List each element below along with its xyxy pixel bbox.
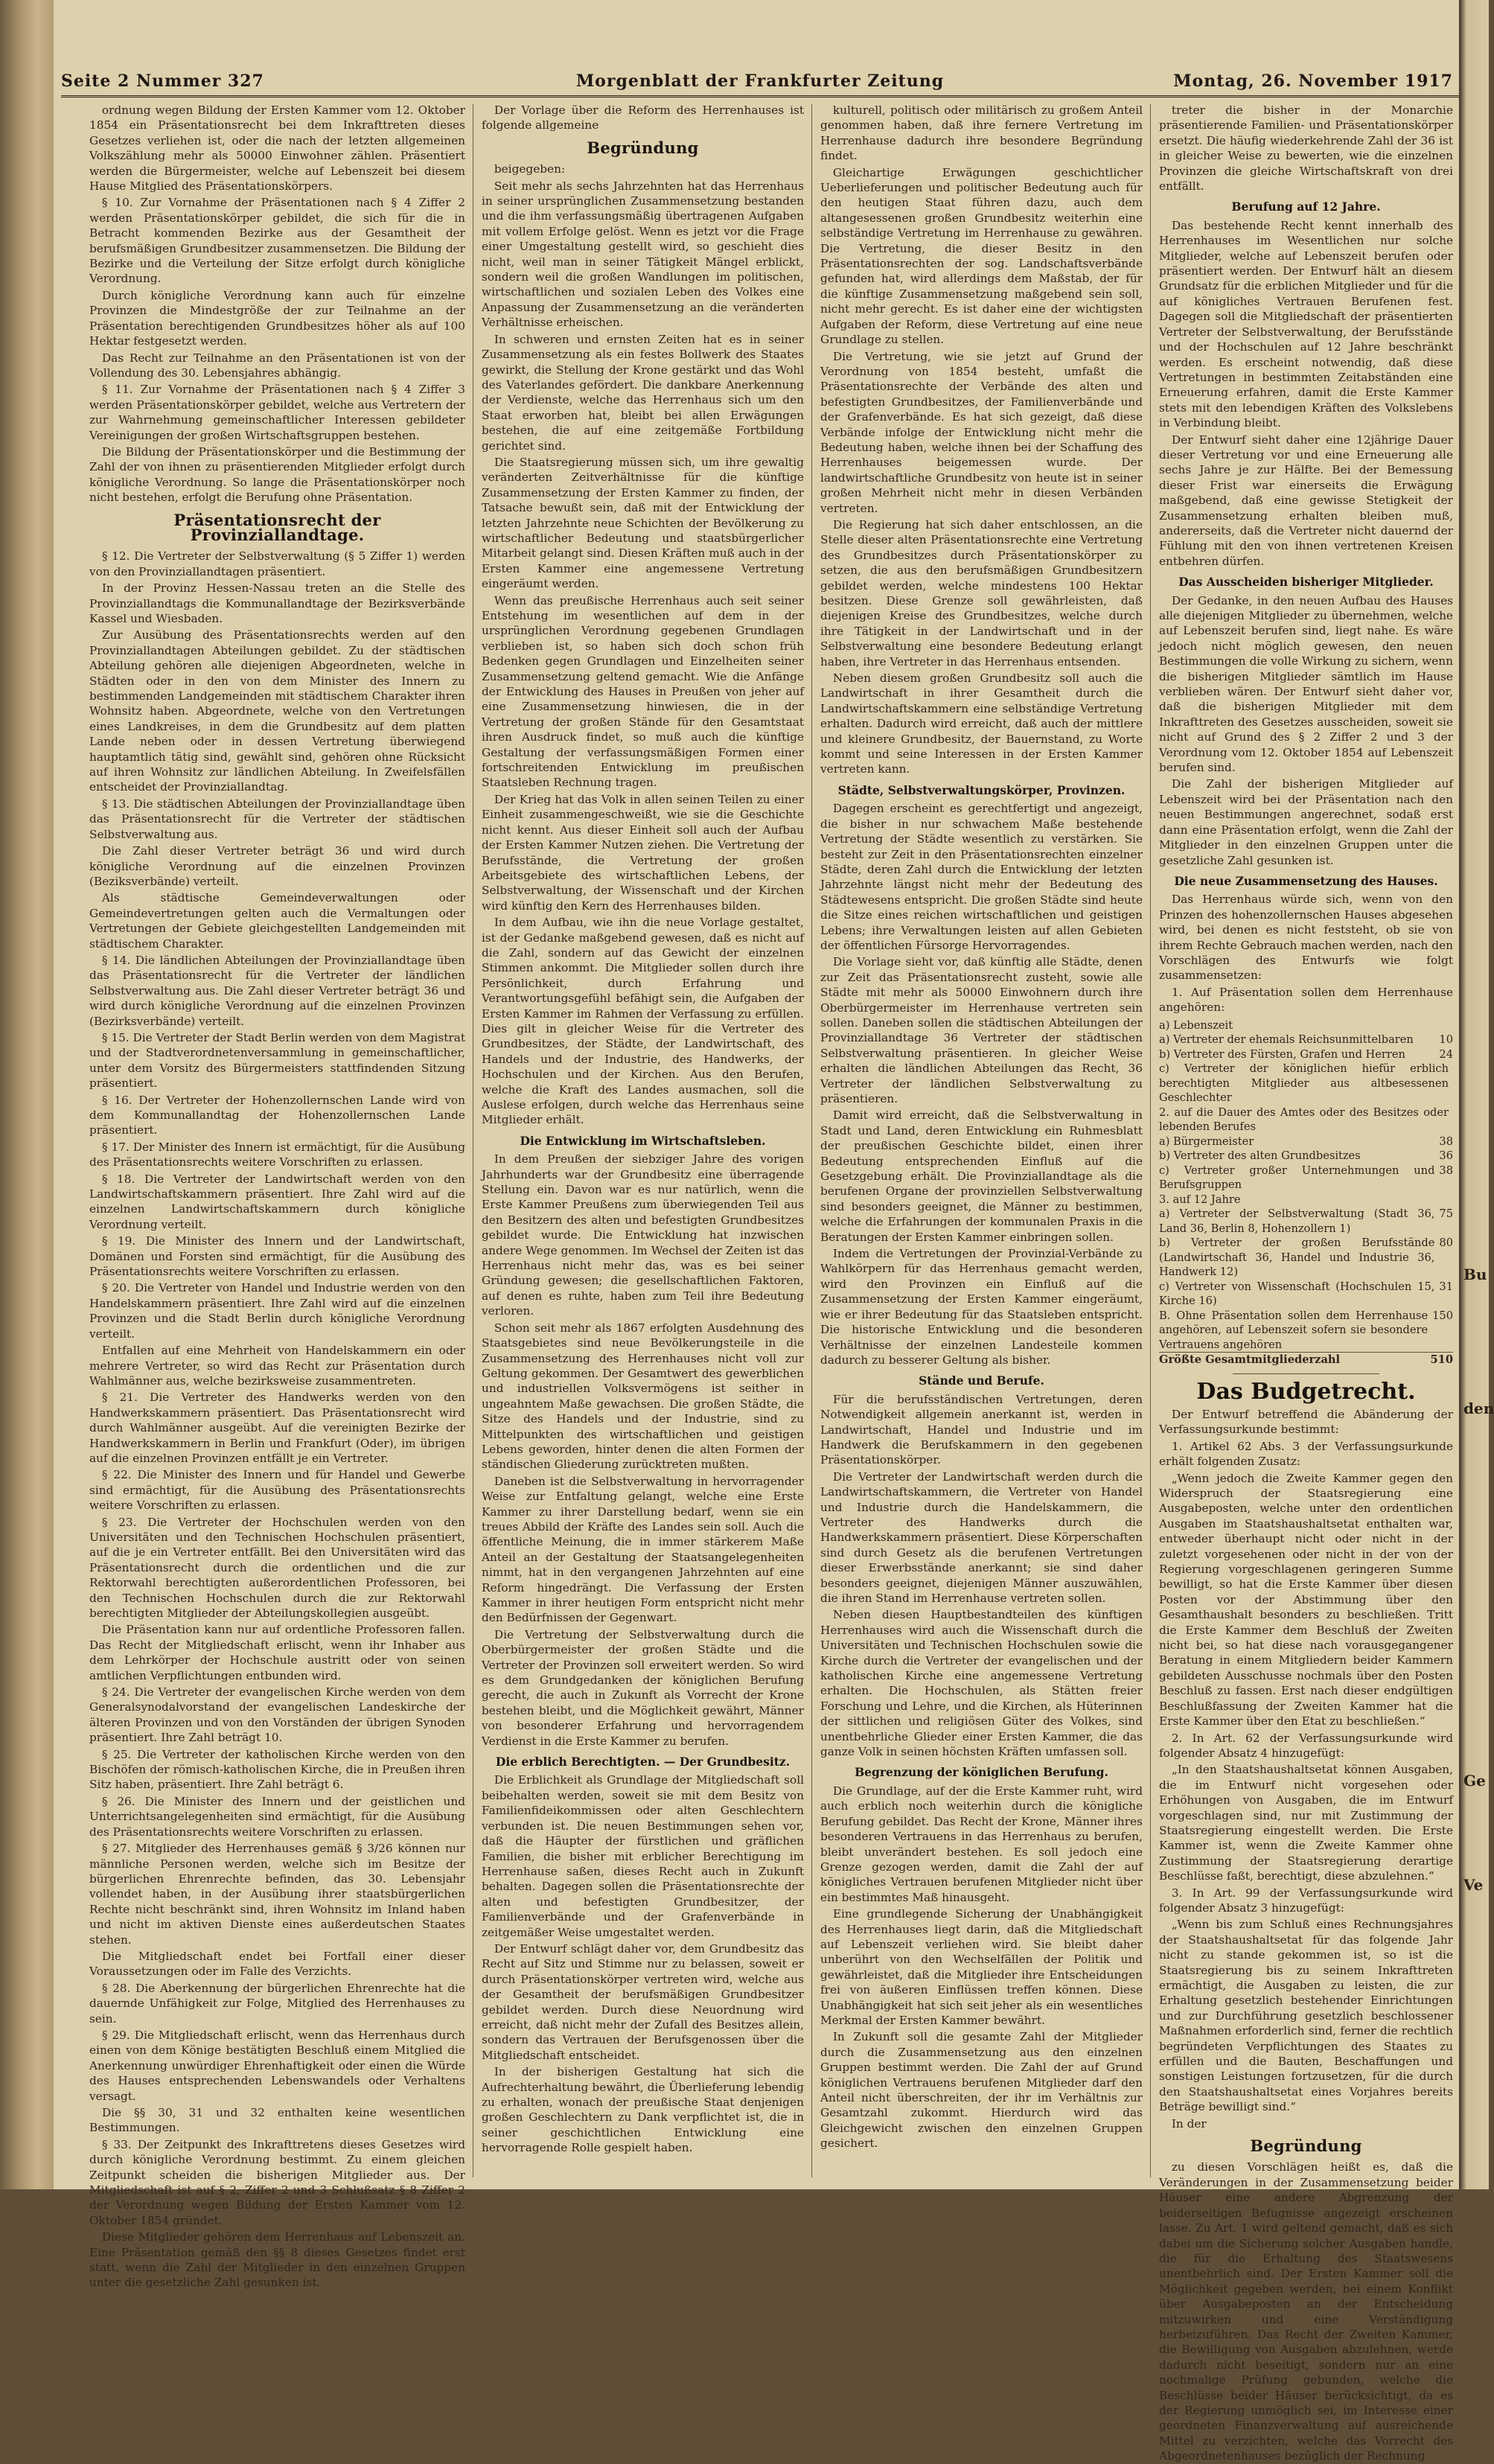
newspaper-title: Morgenblatt der Frankfurter Zeitung (575, 71, 945, 91)
paragraph: Die §§ 30, 31 und 32 enthalten keine wesentlichen Bestimmungen. (89, 2106, 465, 2135)
paragraph: In der (1171, 2116, 1207, 2131)
column-3 (820, 103, 1143, 2180)
table-row: a) Lebenszeit (1159, 1018, 1233, 1032)
subheading: Städte, Selbstverwaltungskörper, Provinzen. (837, 782, 1126, 797)
book-binding (0, 0, 54, 2189)
paragraph: § 33. Der Zeitpunkt des Inkrafttretens dieses Gesetzes wird durch königliche Verordnung bestimmt. Zu einem gleichen Zeitpunkt scheiden die bisherigen Mitglieder aus. Der Mitgliedschaft ist auf § 2, Ziffer 2 und 3 Schlußsatz § 8 Ziffer 2 der Verordnung wegen Bildung der Ersten Kammer vom 12. Oktober 1854 gründet. (89, 2137, 465, 2227)
paragraph: Die Vorlage sieht vor, daß künftig alle Städte, denen zur Zeit das Präsentationsrecht zusteht, sowie alle Städte mit mehr als 50000 Einwohnern durch ihre Oberbürgermeister im Herrenhause vertreten sein sollen. Daneben sollen die städtischen Abteilungen der Provinziallandtage 36 Vertreter der städtischen Selbstverwaltung präsentieren. In gleicher Weise erhalten die ländlichen Abteilungen das Recht, 36 Vertreter der ländlichen Selbstverwaltung zu präsentieren. (820, 955, 1143, 1105)
paragraph: Neben diesen Hauptbestandteilen des künftigen Herrenhauses wird auch die Wissenschaft durch die Universitäten und Technischen Hochschulen sowie die Kirche durch die Vertreter der evangelischen und der katholischen Kirche eine angemessene Vertretung erhalten. Die Hochschulen, als Stätten freier Forschung und Lehre, und die Kirchen, als Hüterinnen der sittlichen und religiösen Güter des Volkes, sind unentbehrliche Glieder einer Ersten Kammer, die das ganze Volk in seinen höchsten Kräften umfassen soll. (820, 1608, 1143, 1759)
paragraph: 2. In Art. 62 der Verfassungsurkunde wird folgender Absatz 4 hinzugefügt: (1159, 1731, 1453, 1760)
subheading: Stände und Berufe. (919, 1373, 1044, 1388)
paragraph: Damit wird erreicht, daß die Selbstverwaltung in Stadt und Land, deren Entwicklung ein Ruhmesblatt der preußischen Geschichte bildet, einen ihrer Bedeutung entsprechenden Einfluß auf die Gesetzgebung erhält. Die Provinziallandtage als die berufenen Organe der provinziellen Selbstverwaltung sind besonders geeignet, die Männer zu bestimmen, welche die Erfahrungen der kommunalen Praxis in die Beratungen der Ersten Kammer einbringen sollen. (820, 1108, 1143, 1244)
table-row: a) Vertreter der Selbstverwaltung (Stadt 36, Land 36, Berlin 8, Hohenzollern 1) 75 (1159, 1207, 1453, 1235)
paragraph: „Wenn bis zum Schluß eines Rechnungsjahres der Staatshaushaltsetat für das folgende Jahr nicht zu stande gekommen ist, so ist die Staatsregierung bis zu seinem Inkrafttreten ermächtigt, die Ausgaben zu leisten, die zur Erhaltung gesetzlich bestehender Einrichtungen und zur Durchführung gesetzlich beschlossener Maßnahmen erforderlich sind, ferner die rechtlich begründeten Verpflichtungen des Staates zu erfüllen und die Bauten, Beschaffungen und sonstigen Leistungen fortzusetzen, für die durch den Staatshaushaltsetat eines Vorjahres bereits Beträge bewilligt sind.“ (1159, 1918, 1453, 2114)
paragraph: § 20. Die Vertreter von Handel und Industrie werden von den Handelskammern präsentiert. Ihre Zahl wird auf die einzelnen Provinzen und die Stadt Berlin durch königliche Verordnung verteilt. (89, 1281, 465, 1341)
table-row: c) Vertreter von Wissenschaft (Hochschulen 15, Kirche 16) 31 (1159, 1280, 1453, 1308)
table-row: a) Bürgermeister 38 (1159, 1134, 1453, 1148)
paragraph: Der Entwurf schlägt daher vor, dem Grundbesitz das Recht auf Sitz und Stimme nur zu belassen, soweit er durch Präsentationskörper vertreten wird, welche aus der Gesamtheit der berufsmäßigen Grundbesitzer gebildet werden. Durch diese Neuordnung wird erreicht, daß nicht mehr der Zufall des Besitzes allein, sondern das Vertrauen der Berufsgenossen über die Mitgliedschaft entscheidet. (482, 1941, 804, 2062)
paragraph: § 24. Die Vertreter der evangelischen Kirche werden von dem Generalsynodalvorstand der evangelischen Landeskirche der älteren Provinzen und von den Vorständen der übrigen Synoden präsentiert. Ihre Zahl beträgt 10. (89, 1685, 465, 1745)
paragraph: Die Vertretung, wie sie jetzt auf Grund der Verordnung von 1854 besteht, umfaßt die Präsentationsrechte der Verbände des alten und befestigten Grundbesitzes, der Familienverbände und der Grafenverbände. Es hat sich gezeigt, daß diese Verbände infolge der Entwicklung nicht mehr die Bedeutung haben, welche ihnen bei der Schaffung des Herrenhauses beigemessen wurde. Der landwirtschaftliche Grundbesitz von heute ist in seiner großen Mehrheit nicht mehr in diesen Verbänden vertreten. (820, 349, 1143, 515)
paragraph: § 16. Der Vertreter der Hohenzollernschen Lande wird von dem Kommunallandtag der Hohenzollernschen Lande präsentiert. (89, 1093, 465, 1137)
article-heading: Begründung (587, 138, 699, 157)
column-1 (89, 103, 466, 2290)
paragraph: In der bisherigen Gestaltung hat sich die Aufrechterhaltung bewährt, die Überlieferung lebendig zu erhalten, wonach der preußische Staat denjenigen großen Geschlechtern zu Dank verpflichtet ist, die in seiner geschichtlichen Entwicklung eine hervorragende Rolle gespielt haben. (482, 2065, 804, 2155)
edge-fragment: den (1463, 1399, 1494, 1417)
paragraph: Die Regierung hat sich daher entschlossen, an die Stelle dieser alten Präsentationsrechte eine Vertretung des Grundbesitzes durch Präsentationskörper zu setzen, die aus den berufsmäßigen Grundbesitzern gebildet werden, welche mindestens 100 Hektar besitzen. Diese Grenze soll gewährleisten, daß diejenigen Kreise des Grundbesitzes, welche durch ihre Tätigkeit in der Landwirtschaft und in der Selbstverwaltung eine besondere Bedeutung erlangt haben, ihre Vertreter in das Herrenhaus entsenden. (820, 517, 1143, 668)
paragraph: Neben diesem großen Grundbesitz soll auch die Landwirtschaft in ihrer Gesamtheit durch die Landwirtschaftskammern eine selbständige Vertretung erhalten. Dadurch wird erreicht, daß auch der mittlere und kleinere Grundbesitz, der Bauernstand, zu Worte kommt und seine Interessen in der Ersten Kammer vertreten kann. (820, 671, 1143, 776)
paragraph: Gleichartige Erwägungen geschichtlicher Ueberlieferungen und politischer Bedeutung auch für den heutigen Staat führen dazu, auch dem altangesessenen großen Grundbesitz weiterhin eine selbständige Vertretung im Herrenhause zu gewähren. Die Vertretung, die dieser Besitz in den Präsentationsrechten der sog. Landschaftsverbände gefunden hat, wird allerdings dem Maßstab, der für die künftige Zusammensetzung maßgebend sein soll, nicht mehr gerecht. Es ist daher eine der wichtigsten Aufgaben der Reform, diese Vertretung auf eine neue Grundlage zu stellen. (820, 165, 1143, 347)
paragraph: Zur Ausübung des Präsentationsrechts werden auf den Provinziallandtagen Abteilungen gebildet. Zu der städtischen Abteilung gehören alle diejenigen Abgeordneten, welche in Städten oder in den von dem Minister des Innern zu bestimmenden Landgemeinden mit städtischem Charakter ihren Wohnsitz haben. Abgeordnete, welche von den Vertretungen eines Landkreises, in dem die Grundbesitz auf dem platten Lande neben oder in dessen Vertretung überwiegend hauptamtlich tätig sind, gewählt sind, gehören ohne Rücksicht auf ihren Wohnsitz zur ländlichen Abteilung. In Zweifelsfällen entscheidet der Provinziallandtag. (89, 628, 465, 794)
paragraph: § 21. Die Vertreter des Handwerks werden von den Handwerkskammern präsentiert. Das Präsentationsrecht wird durch Wahlmänner ausgeübt. Auf die vereinigten Bezirke der Handwerkskammern in Berlin und Frankfurt (Oder), im übrigen auf die einzelnen Provinzen entfällt je ein Vertreter. (89, 1391, 465, 1465)
paragraph: treter die bisher in der Monarchie präsentierende Familien- und Präsentationskörper ersetzt. Die häufig wiederkehrende Zahl der 36 ist in gleicher Weise zu bewerten, wie die einzelnen Provinzen die gleiche Wirtschaftskraft von drei entfällt. (1159, 103, 1453, 194)
paragraph: § 22. Die Minister des Innern und für Handel und Gewerbe sind ermächtigt, für die Ausübung des Präsentationsrechts weitere Vorschriften zu erlassen. (89, 1468, 465, 1513)
edge-fragment: Ve (1463, 1876, 1484, 1894)
paragraph: § 23. Die Vertreter der Hochschulen werden von den Universitäten und den Technischen Hochschulen präsentiert, auf die je ein Vertreter entfällt. Bei den Universitäten wird das Präsentationsrecht durch die ordentlichen und die zur Rektorwahl berechtigten außerordentlichen Professoren, bei den Technischen Hochschulen durch die zur Rektorwahl berechtigten Mitglieder der Abteilungskollegien ausgeübt. (89, 1515, 465, 1620)
subheading: Begrenzung der königlichen Berufung. (855, 1765, 1108, 1780)
paragraph: Daneben ist die Selbstverwaltung in hervorragender Weise zur Entfaltung gelangt, welche eine Erste Kammer zu ihrer Darstellung bedarf, wenn sie ein treues Abbild der Kräfte des Landes sein soll. Auch die öffentliche Meinung, die in immer stärkerem Maße Anteil an der Gestaltung der Staatsangelegenheiten nimmt, hat in den vergangenen Jahrzehnten auf eine Reform hingedrängt. Die Verfassung der Ersten Kammer in ihrer heutigen Form entspricht nicht mehr den Bedürfnissen der Gegenwart. (482, 1474, 804, 1625)
subheading: Die Entwicklung im Wirtschaftsleben. (520, 1133, 766, 1148)
paragraph: § 25. Die Vertreter der katholischen Kirche werden von den Bischöfen der römisch-katholischen Kirche, die in Preußen ihren Sitz haben, präsentiert. Ihre Zahl beträgt 6. (89, 1747, 465, 1792)
paragraph: § 18. Die Vertreter der Landwirtschaft werden von den Landwirtschaftskammern präsentiert. Ihre Zahl wird auf die einzelnen Landwirtschaftskammern durch königliche Verordnung verteilt. (89, 1172, 465, 1231)
subheading: Berufung auf 12 Jahre. (1231, 200, 1381, 214)
facing-page-edge (1459, 0, 1494, 2189)
paragraph: In Zukunft soll die gesamte Zahl der Mitglieder durch die Zusammensetzung aus den einzelnen Gruppen bestimmt werden. Die Zahl der auf Grund königlichen Vertrauens berufenen Mitglieder darf den Anteil nicht überschreiten, der ihr im Verhältnis zur Gesamtzahl zukommt. Hierdurch wird das Gleichgewicht zwischen den einzelnen Gruppen gesichert. (820, 2030, 1143, 2151)
paragraph: § 17. Der Minister des Innern ist ermächtigt, für die Ausübung des Präsentationsrechts weitere Vorschriften zu erlassen. (89, 1140, 465, 1169)
table-row: c) Vertreter großer Unternehmungen und Berufsgruppen 38 (1159, 1164, 1453, 1192)
paragraph: ordnung wegen Bildung der Ersten Kammer vom 12. Oktober 1854 ein Präsentationsrecht bei dem Inkrafttreten dieses Gesetzes verliehen ist, oder die nach der letzten allgemeinen Volkszählung mehr als 50000 Einwohner zählen. Präsentiert werden die Bürgermeister, welche auf Lebenszeit bei diesem Hause Mitglied des Präsentationskörpers. (89, 103, 465, 194)
paragraph: Der Krieg hat das Volk in allen seinen Teilen zu einer Einheit zusammengeschweißt, wie sie die Geschichte nicht kennt. Aus dieser Einheit soll auch der Aufbau der Ersten Kammer Nutzen ziehen. Die Vertretung der Berufsstände, die Vertretung der großen Arbeitsgebiete des wirtschaftlichen Lebens, der Selbstverwaltung, der Wissenschaft und der Kirchen wird künftig den Kern des Herrenhauses bilden. (482, 792, 804, 913)
paragraph: Die Mitgliedschaft endet bei Fortfall einer dieser Voraussetzungen oder im Falle des Verzichts. (89, 1949, 465, 1979)
paragraph: Wenn das preußische Herrenhaus auch seit seiner Entstehung im wesentlichen auf dem in der ursprünglichen Verordnung gegebenen Grundlagen verblieben ist, so haben sich doch schon früh Bedenken gegen Grundlagen und Einzelheiten seiner Zusammensetzung geltend gemacht. Wie die Anfänge der Entwicklung des Hauses in Preußen von jeher auf eine Zusammensetzung hinwiesen, die in der Vertretung der großen Stände für den Gesamtstaat ihren Ausdruck findet, so muß auch die künftige Gestaltung der verfassungsmäßigen Formen einer fortschreitenden Entwicklung im preußischen Staatsleben Rechnung tragen. (482, 593, 804, 790)
paragraph: § 12. Die Vertreter der Selbstverwaltung (§ 5 Ziffer 1) werden von den Provinziallandtagen präsentiert. (89, 549, 465, 578)
paragraph: Das Recht zur Teilnahme an den Präsentationen ist von der Vollendung des 30. Lebensjahres abhängig. (89, 351, 465, 380)
paragraph: Die Bildung der Präsentationskörper und die Bestimmung der Zahl der von ihnen zu präsentierenden Mitglieder erfolgt durch königliche Verordnung. So lange die Präsentationskörper noch nicht bestehen, erfolgt die Berufung ohne Präsentation. (89, 444, 465, 505)
newspaper-page (54, 0, 1459, 2463)
paragraph: Die Erblichkeit als Grundlage der Mitgliedschaft soll beibehalten werden, soweit sie mit dem Besitz von Familienfideikommissen oder alten Geschlechtern verbunden ist. Die neuen Bestimmungen sehen vor, daß die Häupter der fürstlichen und gräflichen Familien, die bisher mit erblicher Berechtigung im Herrenhause saßen, dieses Recht auch in Zukunft behalten. Dagegen sollen die Präsentationsrechte der alten und befestigten Grundbesitzer, der Familienverbände und der Grafenverbände in zeitgemäßer Weise umgestaltet werden. (482, 1773, 804, 1939)
paragraph: § 14. Die ländlichen Abteilungen der Provinziallandtage üben das Präsentationsrecht für die Vertreter der ländlichen Selbstverwaltung aus. Die Zahl dieser Vertreter beträgt 36 und wird durch königliche Verordnung auf die einzelnen Provinzen (Bezirksverbände) verteilt. (89, 953, 465, 1028)
table-row: a) Vertreter der ehemals Reichsunmittelbaren 10 (1159, 1033, 1453, 1047)
paragraph: Seit mehr als sechs Jahrzehnten hat das Herrenhaus in seiner ursprünglichen Zusammensetzung bestanden und die ihm verfassungsmäßig übertragenen Aufgaben mit vollem Erfolge gelöst. Wenn es jetzt vor die Frage einer Umgestaltung gestellt wird, so geschieht dies nicht, weil man in seiner Tätigkeit Mängel erblickt, sondern weil die großen Wandlungen im politischen, wirtschaftlichen und sozialen Leben des Volkes eine Anpassung der Zusammensetzung an die veränderten Verhältnisse erheischen. (482, 179, 804, 330)
column-divider (811, 104, 812, 2177)
paragraph: Der Entwurf sieht daher eine 12jährige Dauer dieser Vertretung vor und eine Erneuerung alle sechs Jahre je zur Hälfte. Bei der Bemessung dieser Frist war einerseits die Erwägung maßgebend, daß eine gewisse Stetigkeit der Zusammensetzung erhalten bleiben muß, andererseits, daß die Vertreter nicht dauernd der Fühlung mit den von ihnen vertretenen Kreisen entbehren dürfen. (1159, 433, 1453, 568)
table-row: 2. auf die Dauer des Amtes oder des Besitzes oder lebenden Berufes (1159, 1105, 1449, 1134)
paragraph: § 13. Die städtischen Abteilungen der Provinziallandtage üben das Präsentationsrecht für die Vertreter der städtischen Selbstverwaltung aus. (89, 797, 465, 841)
paragraph: kulturell, politisch oder militärisch zu großem Anteil genommen haben, daß ihre fernere Vertretung im Herrenhause dadurch ihre besondere Begründung findet. (820, 103, 1143, 163)
table-row: b) Vertreter der großen Berufsstände (Landwirtschaft 36, Handel und Industrie 36, Handwerk 12) 80 (1159, 1236, 1453, 1279)
paragraph: Durch königliche Verordnung kann auch für einzelne Provinzen die Mindestgröße der zur Teilnahme an der Präsentation berechtigenden Grundbesitzes höher als auf 100 Hektar festgesetzt werden. (89, 288, 465, 348)
paragraph: Die Staatsregierung müssen sich, um ihre gewaltig veränderten Zeitverhältnisse für die künftige Zusammensetzung der Ersten Kammer zu finden, der Tatsache bewußt sein, daß mit der Entwicklung der letzten Jahrzehnte neue Schichten der Bevölkerung zu wirtschaftlicher Bedeutung und staatsbürgerlicher Mitarbeit gelangt sind. Diesen Kräften muß auch in der Ersten Kammer eine angemessene Vertretung eingeräumt werden. (482, 455, 804, 591)
paragraph: Der Entwurf betreffend die Abänderung der Verfassungsurkunde bestimmt: (1159, 1407, 1453, 1437)
paragraph: Das Herrenhaus würde sich, wenn von den Prinzen des hohenzollernschen Hauses abgesehen wird, bei denen es nicht feststeht, ob sie von ihrem Rechte Gebrauch machen werden, nach den Vorschlägen des Entwurfs wie folgt zusammensetzen: (1159, 893, 1453, 983)
paragraph: 3. In Art. 99 der Verfassungsurkunde wird folgender Absatz 3 hinzugefügt: (1159, 1886, 1453, 1915)
paragraph: Das bestehende Recht kennt innerhalb des Herrenhauses im Wesentlichen nur solche Mitglieder, welche auf Lebenszeit berufen oder präsentiert werden. Der Entwurf hält an diesem Grundsatz für die erblichen Mitglieder und für die auf königliches Vertrauen Berufenen fest. Dagegen soll die Mitgliedschaft der präsentierten Vertreter der Selbstverwaltung, der Berufsstände und der Hochschulen auf 12 Jahre beschränkt werden. Es erscheint notwendig, daß diese Vertretungen in bestimmten Zeitabständen eine Erneuerung erfahren, damit die Erste Kammer stets mit den lebendigen Kräften des Volkslebens in Verbindung bleibt. (1159, 218, 1453, 430)
paragraph: beigegeben: (494, 162, 566, 176)
paragraph: In schweren und ernsten Zeiten hat es in seiner Zusammensetzung als ein festes Bollwerk des Staates gewirkt, die Stellung der Krone gestärkt und das Wohl des Vaterlandes gefördert. Die dankbare Anerkennung der Verdienste, welche das Herrenhaus sich um den Staat erworben hat, bleibt bei allen Erwägungen bestehen, die auf eine zeitgemäße Fortbildung gerichtet sind. (482, 332, 804, 453)
paragraph: Als städtische Gemeindeverwaltungen oder Gemeindevertretungen gelten auch die Vermaltungen oder Vertretungen der Gebiete gleichgestellten Landgemeinden mit städtischem Charakter. (89, 891, 465, 951)
masthead-rule (61, 95, 1459, 98)
paragraph: Diese Mitglieder gehören dem Herrenhaus auf Lebenszeit an. Eine Präsentation gemäß den §§ 8 dieses Gesetzes findet erst statt, wenn die Zahl der Mitglieder in den einzelnen Gruppen unter die gesetzliche Zahl gesunken ist. (89, 2230, 465, 2290)
table-row: b) Vertreter des Fürsten, Grafen und Herren 24 (1159, 1047, 1453, 1061)
table-total-row: Größte Gesamtmitgliederzahl 510 (1159, 1353, 1453, 1367)
paragraph: In der Provinz Hessen-Nassau treten an die Stelle des Provinziallandtags die Kommunallandtage der Bezirksverbände Kassel und Wiesbaden. (89, 581, 465, 625)
membership-table (1159, 1018, 1453, 1367)
paragraph: Der Vorlage über die Reform des Herrenhauses ist folgende allgemeine (482, 103, 804, 133)
table-caption: 1. Auf Präsentation sollen dem Herrenhause angehören: (1159, 985, 1453, 1015)
subheading: Das Ausscheiden bisheriger Mitglieder. (1178, 575, 1434, 590)
paragraph: Der Gedanke, in den neuen Aufbau des Hauses alle diejenigen Mitglieder zu übernehmen, welche auf Lebenszeit berufen sind, liegt nahe. Es wäre jedoch nicht möglich gewesen, den neuen Bestimmungen die volle Wirkung zu sichern, wenn die bisherigen Mitglieder sämtlich im Hause verblieben wären. Der Entwurf sieht daher vor, daß die bisherigen Mitglieder mit dem Inkrafttreten des Gesetzes ausscheiden, soweit sie nicht auf Grund des § 2 Ziffer 2 und 3 der Verordnung vom 12. Oktober 1854 auf Lebenszeit berufen sind. (1159, 593, 1453, 775)
paragraph: Indem die Vertretungen der Provinzial-Verbände zu Wahlkörpern für das Herrenhaus gemacht werden, wird den Provinzen ein Einfluß auf die Zusammensetzung der Ersten Kammer eingeräumt, wie er ihrer Bedeutung für das Staatsleben entspricht. Die historische Entwicklung und die besonderen Verhältnisse der einzelnen Landesteile kommen dadurch zu besserer Geltung als bisher. (820, 1247, 1143, 1367)
column-divider (1150, 104, 1151, 2177)
paragraph: Die Vertreter der Landwirtschaft werden durch die Landwirtschaftskammern, die Vertreter von Handel und Industrie durch die Handelskammern, die Vertreter des Handwerks durch die Handwerkskammern präsentiert. Diese Körperschaften sind durch Gesetz als die berufenen Vertretungen dieser Erwerbsstände anerkannt; sie sind daher besonders geeignet, diejenigen Männer auszuwählen, die ihren Stand im Herrenhause vertreten sollen. (820, 1469, 1143, 1605)
paragraph: § 28. Die Aberkennung der bürgerlichen Ehrenrechte hat die dauernde Unfähigkeit zur Folge, Mitglied des Herrenhauses zu sein. (89, 1981, 465, 2026)
paragraph: Die Zahl der bisherigen Mitglieder auf Lebenszeit wird bei der Präsentation nach den neuen Bestimmungen angerechnet, sodaß erst dann eine Präsentation erfolgt, wenn die Zahl der Mitglieder in den einzelnen Gruppen unter die gesetzliche Zahl gesunken ist. (1159, 777, 1453, 867)
paragraph: Die Zahl dieser Vertreter beträgt 36 und wird durch königliche Verordnung auf die einzelnen Provinzen (Beziksverbände) verteilt. (89, 844, 465, 888)
paragraph: § 10. Zur Vornahme der Präsentationen nach § 4 Ziffer 2 werden Präsentationskörper gebildet, die sich für die in Betracht kommenden Bezirke aus der Gesamtheit der berufsmäßigen Grundbesitzer zusammensetzen. Die Bildung der Bezirke und die Verteilung der Sitze erfolgt durch königliche Verordnung. (89, 196, 465, 286)
paragraph: Entfallen auf eine Mehrheit von Handelskammern ein oder mehrere Vertreter, so wird das Recht zur Präsentation durch Wahlmänner aus, welche bezirksweise zusammentreten. (89, 1344, 465, 1388)
section-heading: Präsentationsrecht der Provinziallandtage. (173, 510, 381, 544)
paragraph: Dagegen erscheint es gerechtfertigt und angezeigt, die bisher in nur schwachem Maße bestehende Vertretung der Städte wesentlich zu verstärken. Sie besteht zur Zeit in den Präsentationsrechten einzelner Städte, deren Zahl durch die Entwicklung der letzten Jahrzehnte längst nicht mehr der Bedeutung des Städtewesens entspricht. Die großen Städte sind heute die Sitze eines reichen wirtschaftlichen und geistigen Lebens; ihre Verwaltungen leisten auf allen Gebieten der öffentlichen Fürsorge Hervorragendes. (820, 802, 1143, 952)
paragraph: „Wenn jedoch die Zweite Kammer gegen den Widerspruch der Staatsregierung eine Ausgabeposten, welche unter den ordentlichen Ausgaben im Staatshaushaltsetat enthalten war, entweder überhaupt nicht oder nicht in der zuletzt vorgesehenen oder nicht in der von der Regierung vorgeschlagenen geringeren Summe bewilligt, so hat die Erste Kammer über diesen Posten vor der Abstimmung über den Gesamthaushalt besonders zu beschließen. Tritt die Erste Kammer dem Beschluß der Zweiten nicht bei, so hat diese nach vorausgegangener Beratung in einem Mitgliedern beider Kammern gebildeten Ausschusse nochmals über den Posten Beschluß zu fassen. Erst nach dieser endgültigen Beschlußfassung der Zweiten Kammer hat die Erste Kammer über den Etat zu beschließen.“ (1159, 1471, 1453, 1729)
budget-heading: Das Budgetrecht. (1196, 1378, 1416, 1405)
paragraph: § 15. Die Vertreter der Stadt Berlin werden von dem Magistrat und der Stadtverordnetenversammlung in gemeinschaftlicher, unter dem Vorsitz des Bürgermeisters stattfindenden Sitzung präsentiert. (89, 1030, 466, 1091)
masthead (61, 71, 1459, 94)
paragraph: Die Präsentation kann nur auf ordentliche Professoren fallen. Das Recht der Mitgliedschaft erlischt, wenn ihr Inhaber aus dem Lehrkörper der Hochschule austritt oder von seinen amtlichen Verpflichtungen entbunden wird. (89, 1623, 465, 1682)
subheading: Die erblich Berechtigten. — Der Grundbesitz. (495, 1755, 791, 1769)
paragraph: § 11. Zur Vornahme der Präsentationen nach § 4 Ziffer 3 werden Präsentationskörper gebildet, welche aus Vertretern der zur Wahrnehmung gemeinschaftlicher Interessen gebildeter Vereinigungen der großen Wirtschaftsgruppen bestehen. (89, 383, 465, 442)
paragraph: In dem Aufbau, wie ihn die neue Vorlage gestaltet, ist der Gedanke maßgebend gewesen, daß es nicht auf die Zahl, sondern auf das Gewicht der einzelnen Stimmen ankommt. Die Mitglieder sollen durch ihre Persönlichkeit, durch Erfahrung und Verantwortungsgefühl befähigt sein, die Aufgaben der Ersten Kammer im Rahmen der Verfassung zu erfüllen. Dies gilt in gleicher Weise für die Vertreter des Grundbesitzes, der Städte, der Landwirtschaft, des Handels und der Industrie, des Handwerks, der Hochschulen und der Kirchen. Aus den Berufen, welche die Kraft des Landes ausmachen, soll die Auslese erfolgen, durch welche das Herrenhaus seine Mitglieder erhält. (482, 916, 804, 1127)
column-2 (482, 103, 804, 2180)
paragraph: In dem Preußen der siebziger Jahre des vorigen Jahrhunderts war der Grundbesitz eine überragende Stellung ein. Davon war es nur natürlich, wenn die Erste Kammer Preußens zum überwiegenden Teil aus den Besitzern des alten und befestigten Grundbesitzes gebildet wurde. Die Entwicklung hat inzwischen andere Wege genommen. Im Wechsel der Zeiten ist das Herrenhaus nicht mehr das, was es bei seiner Gründung gewesen; die gesellschaftlichen Faktoren, auf denen es ruhte, haben zum Teil ihre Bedeutung verloren. (482, 1152, 804, 1318)
paragraph: Die Vertretung der Selbstverwaltung durch die Oberbürgermeister der großen Städte und die Vertreter der Provinzen soll erweitert werden. So wird es dem Grundgedanken der königlichen Berufung gerecht, die auch in Zukunft als Vorrecht der Krone bestehen bleibt, und die Möglichkeit gewährt, Männer von besonderer Erfahrung und hervorragendem Verdienst in die Erste Kammer zu berufen. (482, 1627, 804, 1748)
subheading: Die neue Zusammensetzung des Hauses. (1174, 873, 1438, 888)
table-row: b) Vertreter des alten Grundbesitzes 36 (1159, 1149, 1453, 1163)
edge-fragment: Ge (1463, 1772, 1486, 1790)
issue-date: Montag, 26. November 1917 (1173, 71, 1453, 91)
paragraph: § 29. Die Mitgliedschaft erlischt, wenn das Herrenhaus durch einen von dem Könige bestätigten Beschluß einem Mitglied die Anerkennung unwürdiger Ehrenhaftigkeit oder einen die Würde des Hauses entsprechenden Lebenswandels oder Verhaltens versagt. (89, 2028, 465, 2103)
paragraph: § 19. Die Minister des Innern und der Landwirtschaft, Domänen und Forsten sind ermächtigt, für die Ausübung des Präsentationsrechts weitere Vorschriften zu erlassen. (89, 1234, 465, 1279)
edge-fragment: Bu (1463, 1265, 1487, 1283)
paragraph: Die Grundlage, auf der die Erste Kammer ruht, wird auch erblich noch weiterhin durch die königliche Berufung gebildet. Das Recht der Krone, Männer ihres besonderen Vertrauens in das Herrenhaus zu berufen, bleibt unverändert bestehen. Es soll jedoch eine Grenze gezogen werden, damit die Zahl der auf königliches Vertrauen berufenen Mitglieder nicht über ein bestimmtes Maß hinausgeht. (820, 1784, 1143, 1904)
table-row: c) Vertreter der königlichen hiefür erblich berechtigten Mitglieder aus altbesessenen Geschlechter (1159, 1062, 1449, 1105)
paragraph: zu diesen Vorschlägen heißt es, daß die Veränderungen in der Zusammensetzung beider Häuser eine andere Abgrenzung der beiderseitigen Befugnisse angezeigt erscheinen lasse. Zu Art. 1 wird geltend gemacht, daß es sich dabei um die Sicherung solcher Ausgaben handle, die für die Erhaltung des Staatswesens unentbehrlich sind. Der Ersten Kammer soll die Möglichkeit gegeben werden, bei einem Konflikt über Ausgabeposten an der Entscheidung mitzuwirken und eine Verständigung herbeizuführen. Das Recht der Zweiten Kammer, die Bewilligung von Ausgaben abzulehnen, werde dadurch nicht beseitigt, sondern nur an eine nochmalige Prüfung gebunden, welche die Beschlüsse beider Häuser berücksichtigt, da es der Regierung unmöglich sei, im Interesse einer geordneten Finanzverwaltung auf ausreichende Mittel zu verzichten, welche das Vorrecht des Abgeordnetenhauses bezüglich der Rechnung (1159, 2160, 1453, 2463)
page-number: Seite 2 Nummer 327 (61, 71, 264, 91)
paragraph: Für die berufsständischen Vertretungen, deren Notwendigkeit allgemein anerkannt ist, werden in Landwirtschaft, Handel und Industrie und im Handwerk die Berufskammern in den gegebenen Präsentationskörper. (820, 1392, 1143, 1467)
paragraph: § 27. Mitglieder des Herrenhauses gemäß § 3/26 können nur männliche Personen werden, welche sich im Besitze der bürgerlichen Ehrenrechte befinden, das 30. Lebensjahr vollendet haben, in der Ausübung ihrer staatsbürgerlichen Rechte nicht beschränkt sind, ihren Wohnsitz im Inland haben und nicht im aktiven Dienste eines außerdeutschen Staates stehen. (89, 1842, 465, 1947)
column-4 (1159, 103, 1453, 2463)
paragraph: Eine grundlegende Sicherung der Unabhängigkeit des Herrenhauses liegt darin, daß die Mitgliedschaft auf Lebenszeit verliehen wird. Sie bleibt daher unberührt von den Wechselfällen der Politik und gewährleistet, daß die Mitglieder ihre Entscheidungen frei von äußeren Einflüssen treffen können. Diese Unabhängigkeit hat sich seit jeher als ein wesentliches Merkmal der Ersten Kammer bewährt. (820, 1907, 1143, 2027)
paragraph: „In den Staatshaushaltsetat können Ausgaben, die im Entwurf nicht vorgesehen oder Erhöhungen von Ausgaben, die im Entwurf vorgeschlagen sind, nur mit Zustimmung der Staatsregierung eingestellt werden. Die Erste Kammer ist, wenn die Zweite Kammer ohne Zustimmung der Staatsregierung derartige Beschlüsse faßt, berechtigt, diese abzulehnen.“ (1159, 1763, 1453, 1883)
paragraph: Schon seit mehr als 1867 erfolgten Ausdehnung des Staatsgebietes sind neue Bevölkerungsteile in die Zusammensetzung des Herrenhauses nicht voll zur Geltung gekommen. Der Gesamtwert des gewerblichen und industriellen Volksvermögens ist seither in ungeahntem Maße gewachsen. Die großen Städte, die Sitze des Handels und der Industrie, sind zu Mittelpunkten des wirtschaftlichen und geistigen Lebens geworden, hinter denen die alten Formen der ständischen Gliederung zurücktreten mußten. (482, 1321, 804, 1472)
section-rule (1233, 1373, 1380, 1374)
subheading: Begründung (1250, 2136, 1362, 2156)
paragraph: 1. Artikel 62 Abs. 3 der Verfassungsurkunde erhält folgenden Zusatz: (1159, 1439, 1453, 1469)
paragraph: § 26. Die Minister des Innern und der geistlichen und Unterrichtsangelegenheiten sind ermächtigt, für die Ausübung des Präsentationsrechts weitere Vorschriften zu erlassen. (89, 1794, 465, 1839)
table-row: B. Ohne Präsentation sollen dem Herrenhause angehören, auf Lebenszeit sofern sie besondere Vertrauens angehören 150 (1159, 1309, 1453, 1351)
table-row: 3. auf 12 Jahre (1159, 1193, 1241, 1206)
